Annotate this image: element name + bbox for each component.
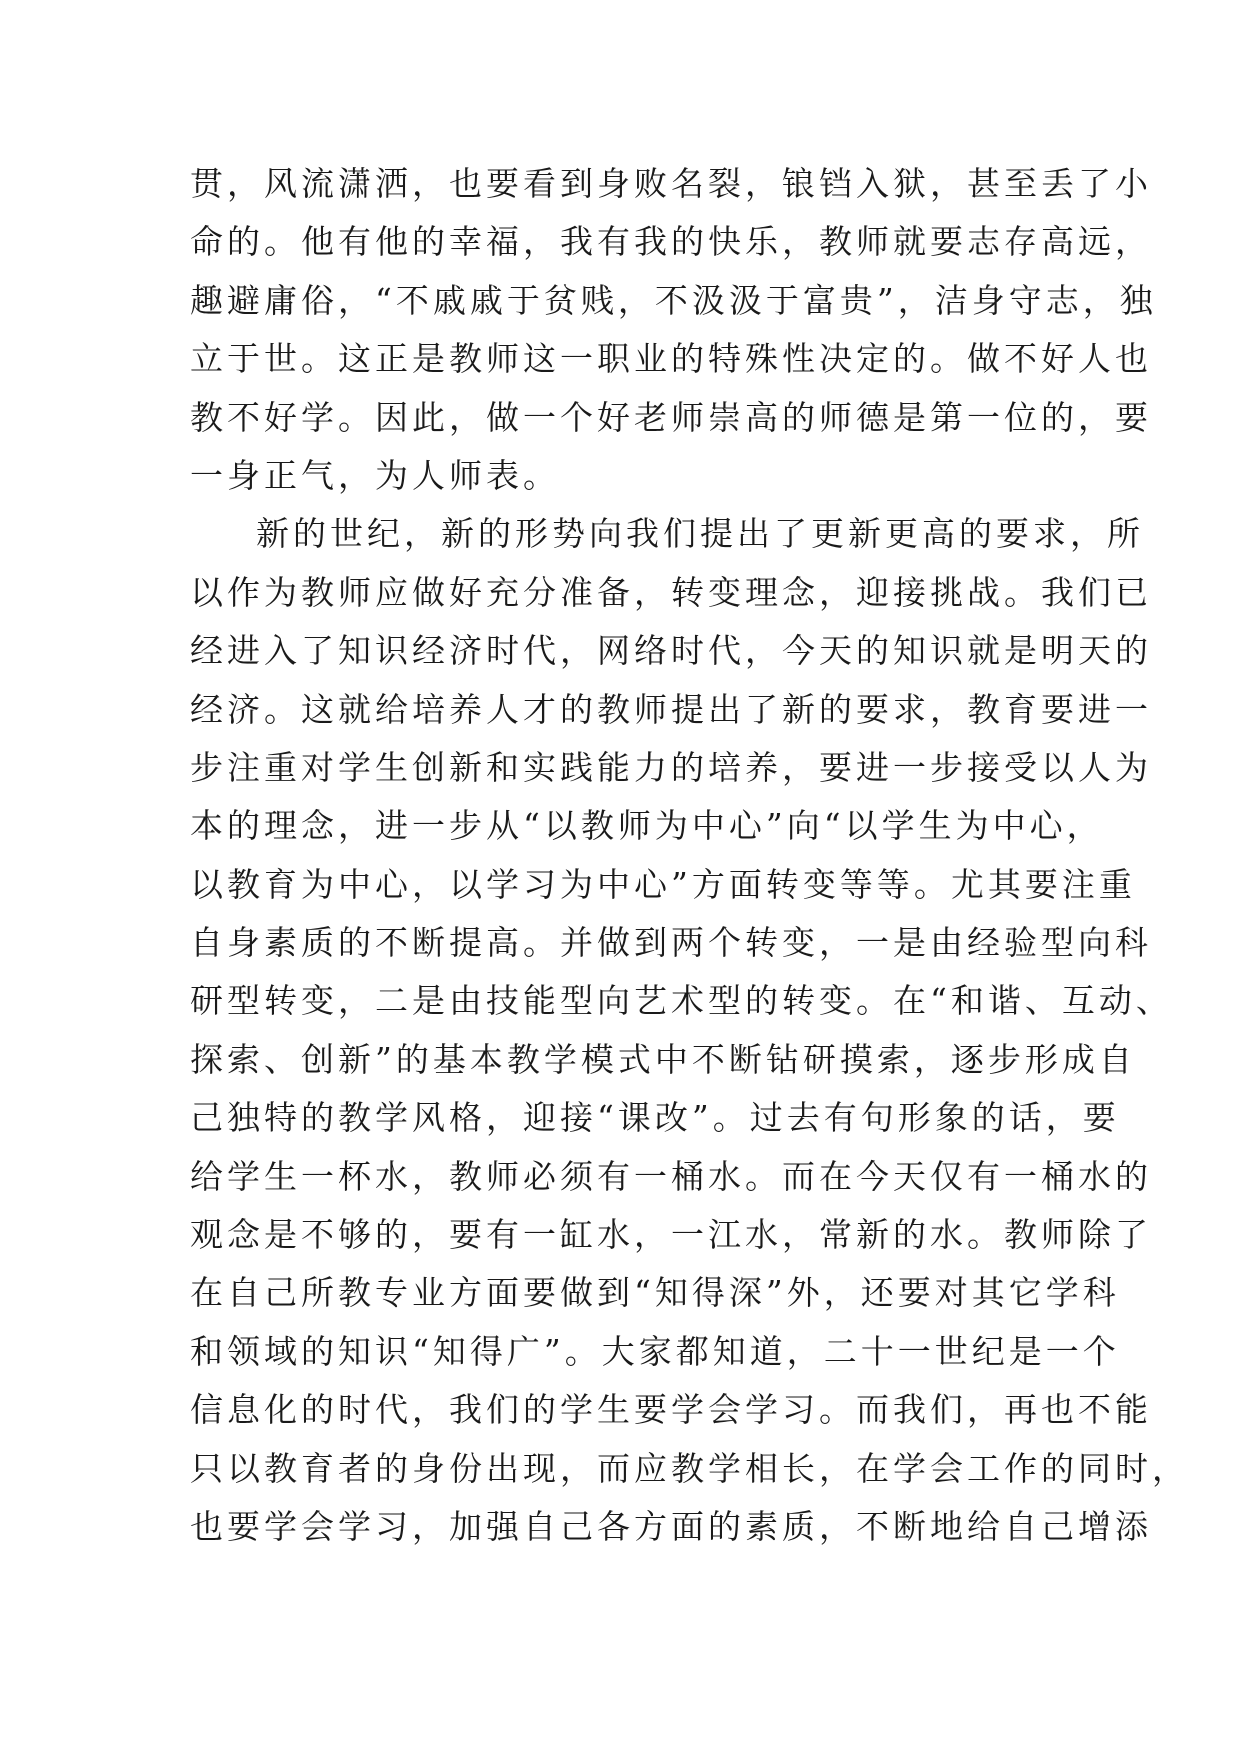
text-line: 立于世。这正是教师这一职业的特殊性决定的。做不好人也 <box>190 339 1152 379</box>
text-line: 一身正气，为人师表。 <box>190 455 560 495</box>
text-line: 给学生一杯水，教师必须有一桶水。而在今天仅有一桶水的 <box>190 1156 1152 1196</box>
paragraph-1 <box>190 155 1157 505</box>
body-text <box>190 155 1189 1556</box>
text-line: 以作为教师应做好充分准备，转变理念，迎接挑战。我们已 <box>190 572 1152 612</box>
text-line: 教不好学。因此，做一个好老师崇高的师德是第一位的，要 <box>190 397 1152 437</box>
text-line: 观念是不够的，要有一缸水，一江水，常新的水。教师除了 <box>190 1215 1152 1255</box>
text-line: 命的。他有他的幸福，我有我的快乐，教师就要志存高远， <box>190 222 1152 262</box>
text-line: 贯，风流潇洒，也要看到身败名裂，锒铛入狱，甚至丢了小 <box>190 164 1152 203</box>
text-line: 也要学会学习，加强自己各方面的素质，不断地给自己增添 <box>190 1506 1152 1546</box>
text-line: 研型转变，二是由技能型向艺术型的转变。在“和谐、互动、 <box>190 981 1173 1021</box>
text-line: 以教育为中心，以学习为中心”方面转变等等。尤其要注重 <box>190 864 1136 904</box>
text-line: 新的世纪，新的形势向我们提出了更新更高的要求，所 <box>256 514 1144 554</box>
text-line: 经进入了知识经济时代，网络时代，今天的知识就是明天的 <box>190 631 1152 671</box>
text-line: 步注重对学生创新和实践能力的培养，要进一步接受以人为 <box>190 747 1152 787</box>
text-line: 经济。这就给培养人才的教师提出了新的要求，教育要进一 <box>190 689 1152 729</box>
text-line: 只以教育者的身份出现，而应教学相长，在学会工作的同时， <box>190 1448 1189 1488</box>
paragraph-2 <box>190 505 1189 1556</box>
text-line: 探索、创新”的基本教学模式中不断钻研摸索，逐步形成自 <box>190 1039 1136 1079</box>
text-line: 和领域的知识“知得广”。大家都知道，二十一世纪是一个 <box>190 1331 1120 1371</box>
text-line: 信息化的时代，我们的学生要学会学习。而我们，再也不能 <box>190 1390 1152 1430</box>
text-line: 本的理念，进一步从“以教师为中心”向“以学生为中心， <box>190 806 1104 846</box>
text-line: 在自己所教专业方面要做到“知得深”外，还要对其它学科 <box>190 1273 1120 1313</box>
text-line: 趣避庸俗，“不戚戚于贫贱，不汲汲于富贵”，洁身守志，独 <box>190 280 1157 320</box>
text-line: 自身素质的不断提高。并做到两个转变，一是由经验型向科 <box>190 923 1152 963</box>
text-line: 己独特的教学风格，迎接“课改”。过去有句形象的话，要 <box>190 1098 1120 1138</box>
